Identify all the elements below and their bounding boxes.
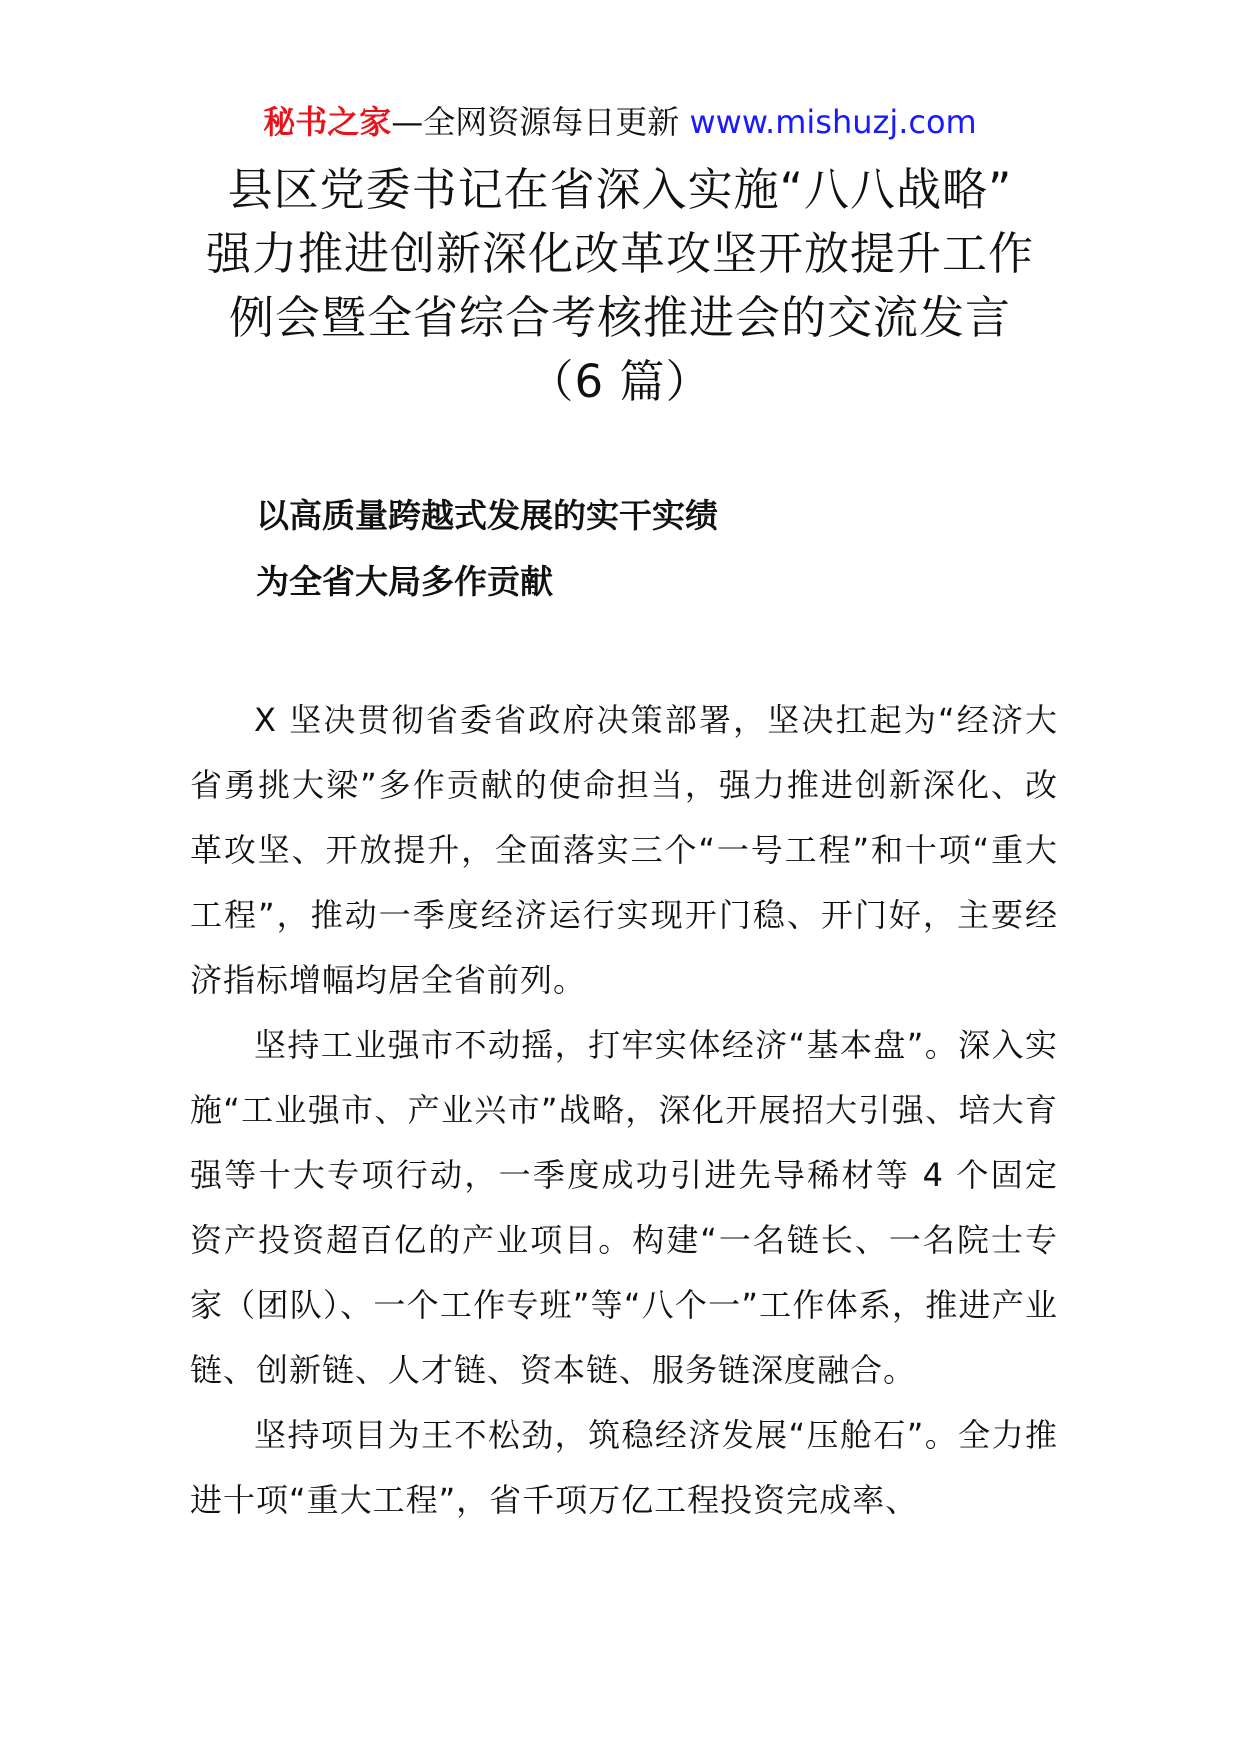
title-line-2: 强力推进创新深化改革攻坚开放提升工作 <box>205 227 1034 280</box>
subtitle-line-2: 为全省大局多作贡献 <box>256 562 553 601</box>
site-header <box>0 100 1240 144</box>
paragraph: 坚持工业强市不动摇，打牢实体经济“基本盘”。深入实施“工业强市、产业兴市”战略，深化开展招大引强、培大育强等十大专项行动，一季度成功引进先导稀材等 4 个固定资产投资超百亿的产业项目。构建“一名链长、一名院士专家（团队）、一个工作专班”等“八个一”工作体系，推进产业链、创新链、人才链、资本链、服务链深度融合。 <box>190 1026 1058 1389</box>
header-tagline: —全网资源每日更新 <box>391 103 680 141</box>
title-line-1: 县区党委书记在省深入实施“八八战略” <box>227 163 1013 216</box>
title-line-3: 例会暨全省综合考核推进会的交流发言 <box>228 291 1011 344</box>
site-url-link[interactable]: www.mishuzj.com <box>689 103 977 141</box>
subtitle-line-1: 以高质量跨越式发展的实干实绩 <box>256 496 718 535</box>
paragraph: X 坚决贯彻省委省政府决策部署，坚决扛起为“经济大省勇挑大梁”多作贡献的使命担当，强力推进创新深化、改革攻坚、开放提升，全面落实三个“一号工程”和十项“重大工程”，推动一季度经济运行实现开门稳、开门好，主要经济指标增幅均居全省前列。 <box>190 701 1058 999</box>
paragraph: 坚持项目为王不松劲，筑稳经济发展“压舱石”。全力推进十项“重大工程”，省千项万亿工程投资完成率、 <box>190 1416 1058 1519</box>
title-line-4: （6 篇） <box>528 355 712 408</box>
document-title <box>170 158 1070 414</box>
body-text <box>190 688 1058 1533</box>
brand-name: 秘书之家 <box>263 103 392 141</box>
